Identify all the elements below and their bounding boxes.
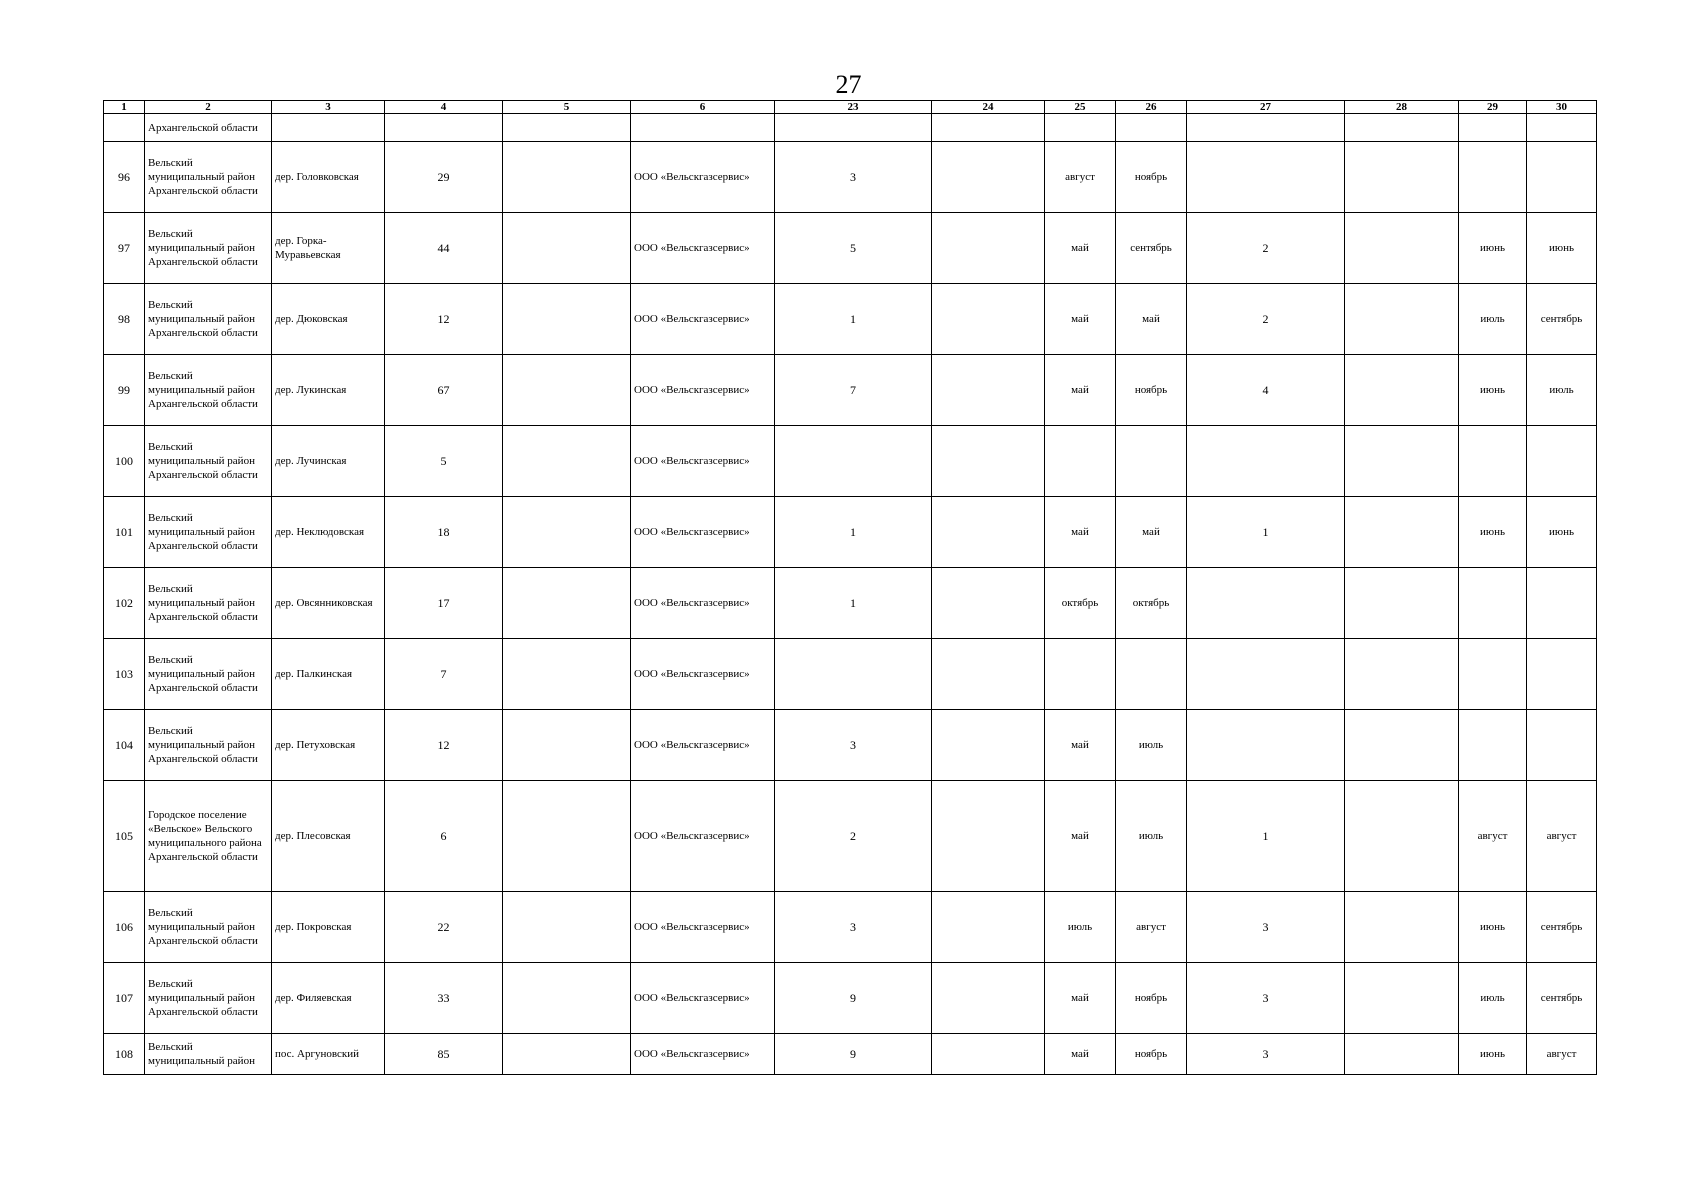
cell-col-27: 4 (1187, 355, 1345, 426)
cell-col-26: ноябрь (1116, 1034, 1187, 1075)
cell-municipality: Вельский муниципальный район (145, 1034, 272, 1075)
cell-col-27 (1187, 639, 1345, 710)
cell-col-30: сентябрь (1527, 963, 1597, 1034)
cell-municipality: Вельский муниципальный район Архангельской области (145, 639, 272, 710)
cell-col-25: май (1045, 963, 1116, 1034)
cell-col-30: август (1527, 1034, 1597, 1075)
cell-number: 101 (104, 497, 145, 568)
table-row (104, 426, 1597, 497)
cell-col-27: 2 (1187, 284, 1345, 355)
column-header: 3 (272, 101, 385, 114)
cell-col-25 (1045, 426, 1116, 497)
cell-number: 108 (104, 1034, 145, 1075)
cell-col-5 (503, 963, 631, 1034)
cell-col-30: сентябрь (1527, 284, 1597, 355)
cell-col-28 (1345, 963, 1459, 1034)
column-header: 6 (631, 101, 775, 114)
cell-organization: ООО «Вельскгазсервис» (631, 497, 775, 568)
cell-col-5 (503, 142, 631, 213)
cell-col-24 (932, 355, 1045, 426)
cell-settlement: дер. Головковская (272, 142, 385, 213)
cell-col-4: 6 (385, 781, 503, 892)
cell-col-4: 12 (385, 284, 503, 355)
cell-col-4: 18 (385, 497, 503, 568)
cell-col-23: 7 (775, 355, 932, 426)
cell-settlement: дер. Горка-Муравьевская (272, 213, 385, 284)
cell-col-5 (503, 497, 631, 568)
cell-col-5 (503, 284, 631, 355)
column-header: 29 (1459, 101, 1527, 114)
cell-municipality: Вельский муниципальный район Архангельской области (145, 963, 272, 1034)
table-row (104, 142, 1597, 213)
cell-col-24 (932, 710, 1045, 781)
cell-col-26: май (1116, 284, 1187, 355)
cell-settlement: дер. Лучинская (272, 426, 385, 497)
cell-col-29 (1459, 710, 1527, 781)
cell-organization: ООО «Вельскгазсервис» (631, 781, 775, 892)
cell-col-27: 3 (1187, 1034, 1345, 1075)
column-header: 23 (775, 101, 932, 114)
cell-col-5 (503, 426, 631, 497)
cell-col-25: май (1045, 497, 1116, 568)
cell-col-23: 1 (775, 497, 932, 568)
cell-col-4: 5 (385, 426, 503, 497)
cell-number: 103 (104, 639, 145, 710)
cell-col-28 (1345, 1034, 1459, 1075)
cell-col-24 (932, 639, 1045, 710)
cell-number: 102 (104, 568, 145, 639)
cell-col-5 (503, 781, 631, 892)
cell-col-25: август (1045, 142, 1116, 213)
cell-settlement: дер. Петуховская (272, 710, 385, 781)
cell-col-26 (1116, 114, 1187, 142)
cell-col-24 (932, 142, 1045, 213)
cell-col-4: 12 (385, 710, 503, 781)
cell-number: 104 (104, 710, 145, 781)
cell-col-25: май (1045, 284, 1116, 355)
cell-col-23 (775, 426, 932, 497)
cell-col-26 (1116, 426, 1187, 497)
cell-col-26: май (1116, 497, 1187, 568)
cell-organization: ООО «Вельскгазсервис» (631, 1034, 775, 1075)
cell-number: 105 (104, 781, 145, 892)
continuation-row (104, 114, 1597, 142)
cell-col-4: 44 (385, 213, 503, 284)
cell-col-28 (1345, 114, 1459, 142)
table-row (104, 284, 1597, 355)
cell-col-23: 1 (775, 284, 932, 355)
cell-col-24 (932, 892, 1045, 963)
table-row (104, 639, 1597, 710)
cell-col-25 (1045, 639, 1116, 710)
cell-col-27 (1187, 142, 1345, 213)
cell-settlement: дер. Плесовская (272, 781, 385, 892)
table-row (104, 497, 1597, 568)
cell-organization: ООО «Вельскгазсервис» (631, 426, 775, 497)
cell-col-23 (775, 639, 932, 710)
cell-settlement: дер. Дюковская (272, 284, 385, 355)
cell-col-26: июль (1116, 781, 1187, 892)
cell-col-28 (1345, 355, 1459, 426)
cell-col-28 (1345, 781, 1459, 892)
cell-col-25: май (1045, 355, 1116, 426)
cell-col-23: 9 (775, 963, 932, 1034)
column-header: 30 (1527, 101, 1597, 114)
cell-col-27: 1 (1187, 497, 1345, 568)
column-header: 25 (1045, 101, 1116, 114)
cell-col-28 (1345, 639, 1459, 710)
cell-col-28 (1345, 892, 1459, 963)
cell-col-24 (932, 568, 1045, 639)
cell-col-23: 3 (775, 710, 932, 781)
cell-col-24 (932, 284, 1045, 355)
column-header: 27 (1187, 101, 1345, 114)
cell-col-5 (503, 213, 631, 284)
cell-col-26: сентябрь (1116, 213, 1187, 284)
cell-col-28 (1345, 213, 1459, 284)
cell-municipality: Вельский муниципальный район Архангельской области (145, 355, 272, 426)
cell-col-30: сентябрь (1527, 892, 1597, 963)
column-header: 4 (385, 101, 503, 114)
cell-settlement: дер. Неклюдовская (272, 497, 385, 568)
cell-col-27 (1187, 568, 1345, 639)
cell-col-4: 7 (385, 639, 503, 710)
cell-settlement: дер. Овсянниковская (272, 568, 385, 639)
cell-number (104, 114, 145, 142)
cell-col-26: ноябрь (1116, 142, 1187, 213)
cell-col-29 (1459, 639, 1527, 710)
cell-col-23: 5 (775, 213, 932, 284)
cell-col-5 (503, 355, 631, 426)
page-number: 27 (835, 70, 862, 99)
table-row (104, 355, 1597, 426)
cell-col-4: 85 (385, 1034, 503, 1075)
column-header: 28 (1345, 101, 1459, 114)
cell-col-27: 3 (1187, 892, 1345, 963)
cell-organization: ООО «Вельскгазсервис» (631, 710, 775, 781)
cell-col-4: 22 (385, 892, 503, 963)
cell-settlement: дер. Филяевская (272, 963, 385, 1034)
cell-col-29: июнь (1459, 497, 1527, 568)
cell-number: 99 (104, 355, 145, 426)
cell-col-23: 3 (775, 892, 932, 963)
cell-col-29: июль (1459, 963, 1527, 1034)
cell-col-26: август (1116, 892, 1187, 963)
cell-number: 106 (104, 892, 145, 963)
cell-col-30 (1527, 426, 1597, 497)
cell-col-29: июнь (1459, 892, 1527, 963)
cell-organization: ООО «Вельскгазсервис» (631, 568, 775, 639)
cell-col-28 (1345, 710, 1459, 781)
cell-col-30: июнь (1527, 497, 1597, 568)
cell-col-28 (1345, 426, 1459, 497)
cell-municipality: Архангельской области (145, 114, 272, 142)
cell-municipality: Вельский муниципальный район Архангельской области (145, 568, 272, 639)
cell-col-26 (1116, 639, 1187, 710)
cell-col-25: май (1045, 213, 1116, 284)
cell-col-30: июль (1527, 355, 1597, 426)
cell-col-24 (932, 497, 1045, 568)
cell-col-29: июнь (1459, 355, 1527, 426)
cell-col-29: август (1459, 781, 1527, 892)
table-row (104, 892, 1597, 963)
cell-col-23 (775, 114, 932, 142)
cell-col-30 (1527, 142, 1597, 213)
cell-col-27: 2 (1187, 213, 1345, 284)
cell-col-30 (1527, 114, 1597, 142)
cell-col-28 (1345, 497, 1459, 568)
cell-col-24 (932, 114, 1045, 142)
cell-col-24 (932, 963, 1045, 1034)
cell-settlement: дер. Палкинская (272, 639, 385, 710)
cell-municipality: Вельский муниципальный район Архангельской области (145, 284, 272, 355)
table-row (104, 1034, 1597, 1075)
cell-col-4: 33 (385, 963, 503, 1034)
cell-col-26: октябрь (1116, 568, 1187, 639)
cell-col-29: июнь (1459, 213, 1527, 284)
cell-organization: ООО «Вельскгазсервис» (631, 355, 775, 426)
cell-col-27 (1187, 426, 1345, 497)
cell-col-29 (1459, 114, 1527, 142)
cell-col-25: май (1045, 710, 1116, 781)
cell-col-4: 17 (385, 568, 503, 639)
cell-col-28 (1345, 142, 1459, 213)
cell-municipality: Вельский муниципальный район Архангельской области (145, 426, 272, 497)
cell-settlement (272, 114, 385, 142)
cell-col-25: октябрь (1045, 568, 1116, 639)
cell-organization (631, 114, 775, 142)
cell-col-24 (932, 1034, 1045, 1075)
cell-municipality: Вельский муниципальный район Архангельской области (145, 142, 272, 213)
cell-organization: ООО «Вельскгазсервис» (631, 142, 775, 213)
cell-col-5 (503, 114, 631, 142)
cell-col-24 (932, 426, 1045, 497)
cell-organization: ООО «Вельскгазсервис» (631, 284, 775, 355)
cell-col-30 (1527, 568, 1597, 639)
cell-col-28 (1345, 284, 1459, 355)
cell-col-5 (503, 892, 631, 963)
cell-col-29: июль (1459, 284, 1527, 355)
cell-col-27 (1187, 710, 1345, 781)
cell-organization: ООО «Вельскгазсервис» (631, 892, 775, 963)
cell-col-5 (503, 639, 631, 710)
cell-municipality: Вельский муниципальный район Архангельской области (145, 710, 272, 781)
cell-col-4: 29 (385, 142, 503, 213)
cell-col-27: 1 (1187, 781, 1345, 892)
column-number-row (104, 101, 1597, 114)
cell-number: 98 (104, 284, 145, 355)
cell-col-30 (1527, 639, 1597, 710)
cell-col-25: июль (1045, 892, 1116, 963)
cell-col-27 (1187, 114, 1345, 142)
table-row (104, 213, 1597, 284)
cell-col-29: июнь (1459, 1034, 1527, 1075)
cell-col-25: май (1045, 1034, 1116, 1075)
cell-col-23: 9 (775, 1034, 932, 1075)
cell-settlement: дер. Покровская (272, 892, 385, 963)
cell-col-23: 3 (775, 142, 932, 213)
cell-col-30 (1527, 710, 1597, 781)
cell-col-30: август (1527, 781, 1597, 892)
cell-col-23: 2 (775, 781, 932, 892)
cell-number: 96 (104, 142, 145, 213)
cell-col-24 (932, 213, 1045, 284)
cell-col-26: ноябрь (1116, 355, 1187, 426)
column-header: 2 (145, 101, 272, 114)
cell-municipality: Вельский муниципальный район Архангельской области (145, 892, 272, 963)
table-row (104, 963, 1597, 1034)
cell-col-5 (503, 710, 631, 781)
table-row (104, 710, 1597, 781)
cell-settlement: дер. Лукинская (272, 355, 385, 426)
column-header: 5 (503, 101, 631, 114)
cell-municipality: Вельский муниципальный район Архангельской области (145, 497, 272, 568)
cell-organization: ООО «Вельскгазсервис» (631, 213, 775, 284)
cell-settlement: пос. Аргуновский (272, 1034, 385, 1075)
cell-municipality: Вельский муниципальный район Архангельской области (145, 213, 272, 284)
cell-col-24 (932, 781, 1045, 892)
cell-col-5 (503, 568, 631, 639)
table-row (104, 568, 1597, 639)
cell-municipality: Городское поселение «Вельское» Вельского муниципального района Архангельской области (145, 781, 272, 892)
data-table (103, 100, 1597, 1075)
cell-col-26: ноябрь (1116, 963, 1187, 1034)
cell-col-29 (1459, 142, 1527, 213)
cell-col-29 (1459, 568, 1527, 639)
cell-number: 97 (104, 213, 145, 284)
column-header: 1 (104, 101, 145, 114)
cell-organization: ООО «Вельскгазсервис» (631, 639, 775, 710)
cell-col-30: июнь (1527, 213, 1597, 284)
table-row (104, 781, 1597, 892)
cell-organization: ООО «Вельскгазсервис» (631, 963, 775, 1034)
cell-col-23: 1 (775, 568, 932, 639)
cell-col-29 (1459, 426, 1527, 497)
column-header: 24 (932, 101, 1045, 114)
cell-col-4: 67 (385, 355, 503, 426)
cell-col-5 (503, 1034, 631, 1075)
cell-col-27: 3 (1187, 963, 1345, 1034)
cell-col-26: июль (1116, 710, 1187, 781)
cell-col-25: май (1045, 781, 1116, 892)
column-header: 26 (1116, 101, 1187, 114)
cell-col-25 (1045, 114, 1116, 142)
cell-col-4 (385, 114, 503, 142)
cell-number: 107 (104, 963, 145, 1034)
cell-col-28 (1345, 568, 1459, 639)
cell-number: 100 (104, 426, 145, 497)
